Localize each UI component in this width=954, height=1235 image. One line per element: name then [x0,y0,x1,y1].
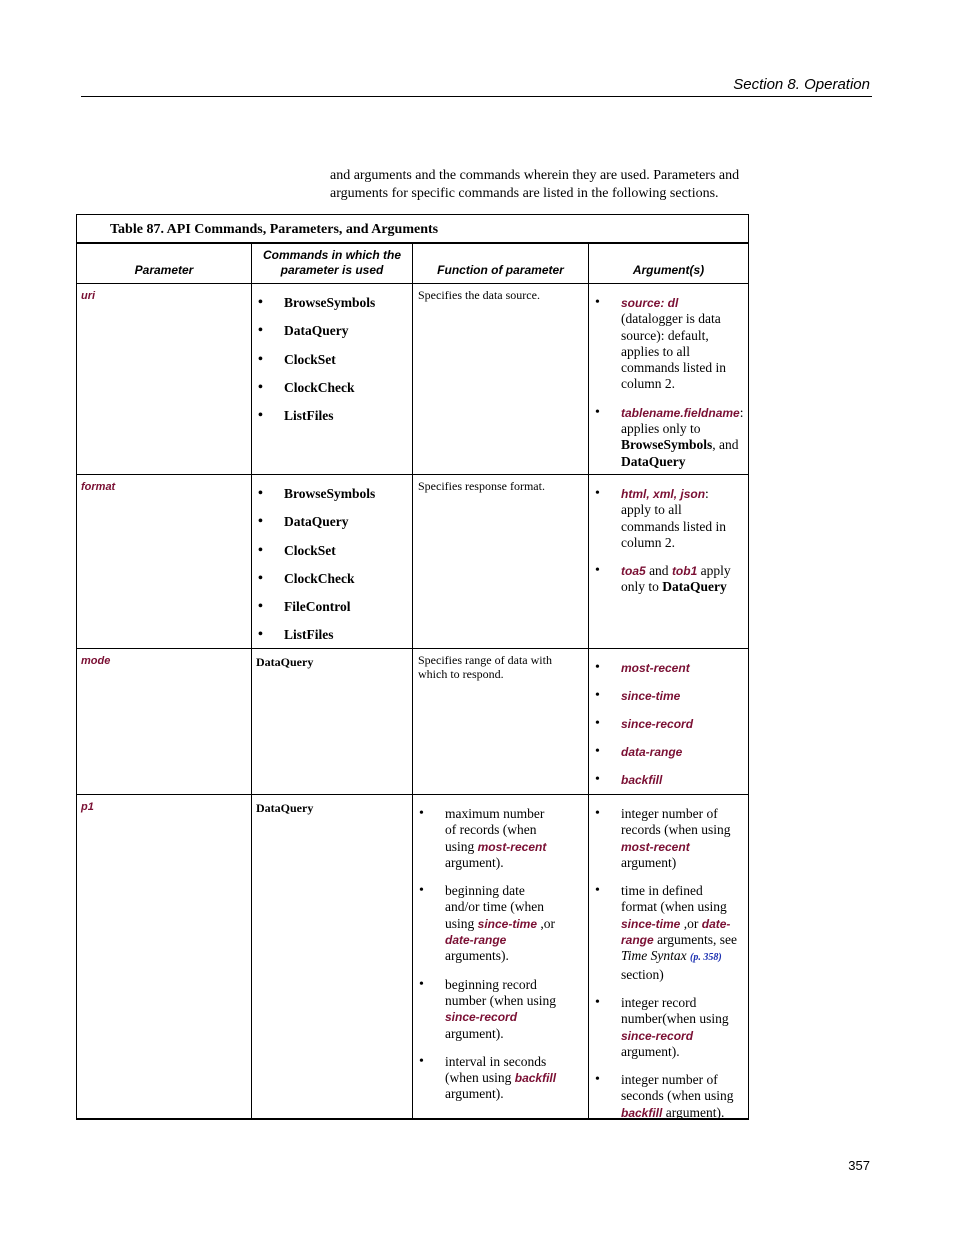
page-ref-link[interactable]: (p. 358) [690,952,722,964]
argument-keyword: backfill [514,1071,557,1086]
col-header-commands [252,244,413,283]
parameter-cell [77,284,252,474]
commands-cell [252,284,413,474]
list-item: • ClockCheck [256,380,375,408]
col-header-label: Argument(s) [632,263,705,277]
argument-keyword: date-range [621,916,731,948]
argument-keyword: xml [653,487,674,501]
argument-keyword: data-range [621,745,683,759]
list-item [593,772,741,788]
argument-keyword: since-record [621,1028,694,1043]
argument-text: time in defined format (when using [621,883,727,915]
arguments-cell [589,284,748,474]
list-item [417,1054,557,1103]
list-item [593,1072,741,1121]
table-row [77,475,748,649]
list-item [593,295,741,393]
function-text: Specifies the data source. [418,288,540,302]
command-ref: DataQuery [621,453,686,469]
argument-text: , and [712,437,739,453]
command-name: DataQuery [256,655,314,669]
col-header-label: Function of parameter [437,263,564,277]
argument-text: integer record number(when using [621,994,729,1027]
header-rule [81,96,872,97]
function-cell [413,795,589,1119]
function-text: arguments). [445,948,509,964]
function-text: ,or [537,915,555,931]
argument-keyword: most-recent [621,839,690,854]
argument-text: : apply to all commands listed in column 2. [621,486,726,550]
function-cell [413,475,589,648]
argument-keyword: backfill [621,1105,663,1120]
list-item: • BrowseSymbols [256,295,375,323]
list-item [593,563,741,596]
function-text: argument). [445,1025,504,1041]
list-item [593,660,741,676]
list-item: • ListFiles [256,408,375,436]
argument-keyword: most-recent [477,839,547,854]
function-cell [413,649,589,794]
list-item: • ClockSet [256,543,375,571]
command-ref: DataQuery [662,579,727,595]
argument-list [593,660,741,800]
list-item [417,883,557,964]
api-table [76,214,749,1120]
list-item [593,744,741,760]
argument-keyword: since-time [621,916,681,931]
argument-text: integer number of seconds (when using [621,1072,734,1104]
command-name: DataQuery [256,801,314,815]
argument-separator: , [646,487,654,501]
table-header-row [77,244,748,284]
argument-text: : applies only to [621,404,744,437]
table-row [77,284,748,475]
list-item [593,716,741,732]
list-item [593,806,741,871]
argument-keyword: html [621,487,647,501]
arguments-cell [589,649,748,794]
arguments-cell [589,795,748,1119]
table-caption: Table 87. API Commands, Parameters, and Arguments [77,215,748,244]
list-item [593,883,741,983]
parameter-cell [77,795,252,1119]
section-header: Section 8. Operation [733,76,870,93]
argument-keyword: most-recent [621,661,690,675]
function-text: beginning record number (when using [445,976,556,1008]
command-ref: BrowseSymbols [621,437,713,453]
col-header-parameter [77,244,252,283]
col-header-label: Parameter [134,263,194,277]
argument-text: argument). [662,1104,725,1120]
argument-list [593,295,744,482]
argument-text: arguments, see [653,932,738,948]
parameter-name: uri [81,290,96,302]
list-item: • BrowseSymbols [256,486,375,514]
function-text: interval in seconds (when using [445,1053,547,1086]
parameter-cell [77,649,252,794]
section-ref: Time Syntax [621,948,687,964]
table-row [77,649,748,795]
list-item: • ClockCheck [256,571,375,599]
argument-text: apply only to [621,563,731,595]
command-list [256,486,375,656]
function-list [417,806,557,1115]
list-item: • ClockSet [256,352,375,380]
function-text: Specifies response format. [418,479,545,493]
argument-keyword: tablename.fieldname [621,405,740,420]
argument-keyword: json [680,487,706,501]
argument-text: and [645,563,672,579]
list-item [417,806,557,871]
list-item [417,977,557,1042]
argument-keyword: tob1 [671,564,698,579]
commands-cell [252,649,413,794]
col-header-arguments [589,244,748,283]
function-cell [413,284,589,474]
argument-text: section) [621,966,664,982]
list-item: • DataQuery [256,323,375,351]
parameter-name: p1 [81,801,94,813]
command-list [256,295,375,436]
argument-text: ,or [680,915,702,931]
function-text: argument). [445,1086,504,1102]
argument-text: (datalogger is data source): default, applies to all commands listed in column 2. [621,311,726,392]
list-item: • FileControl [256,599,375,627]
argument-text: argument) [621,854,677,870]
function-text: argument). [445,854,504,870]
function-text: beginning date and/or time (when using [445,883,544,931]
list-item [593,688,741,704]
commands-cell [252,795,413,1119]
argument-text: integer number of records (when using [621,806,731,838]
argument-keyword: source: dl [621,296,679,310]
list-item: • DataQuery [256,514,375,542]
col-header-function [413,244,589,283]
commands-cell [252,475,413,648]
argument-list [593,486,741,608]
list-item: • ListFiles [256,627,375,655]
argument-keyword: since-record [621,717,694,731]
parameter-name: mode [81,655,111,667]
table-row [77,795,748,1119]
parameter-name: format [81,481,116,493]
function-text: maximum number of records (when using [445,806,545,854]
arguments-cell [589,475,748,648]
argument-separator: , [673,487,681,501]
intro-paragraph: and arguments and the commands wherein they are used. Parameters and arguments for specific commands are listed in the following sections. [330,168,740,201]
argument-keyword: backfill [621,773,663,787]
argument-keyword: since-time [477,916,537,931]
argument-keyword: toa5 [621,564,646,579]
argument-text: argument). [621,1043,680,1059]
list-item [593,995,741,1060]
argument-list [593,806,741,1133]
parameter-cell [77,475,252,648]
col-header-label: Commands in which the parameter is used [262,248,401,277]
argument-keyword: since-time [621,689,681,703]
argument-keyword: since-record [445,1010,518,1025]
argument-keyword: date-range [445,933,507,948]
list-item [593,486,741,551]
function-text: Specifies range of data with which to respond. [418,653,552,681]
page-number: 357 [848,1158,870,1173]
list-item [593,404,744,470]
